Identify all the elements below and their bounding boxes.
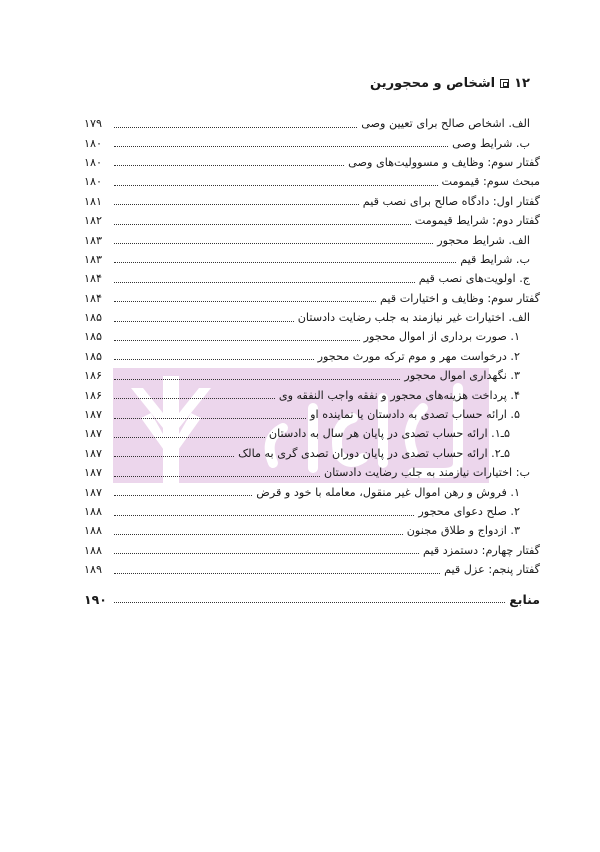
toc-entry-title: ۵. ارائه حساب تصدی به دادستان یا نماینده او (310, 408, 520, 422)
running-header (370, 76, 530, 91)
toc-entry[interactable] (84, 560, 540, 579)
header-page-number: ۱۲ (514, 76, 530, 91)
toc-entry[interactable] (84, 424, 540, 443)
toc-entry-page: ۱۸۹ (84, 563, 103, 577)
toc-entry-title: گفتار سوم: وظایف و مسوولیت‌های وصی (348, 155, 540, 169)
toc-entry[interactable] (84, 347, 540, 366)
toc-entry-title: گفتار سوم: وظایف و اختیارات قیم (379, 291, 540, 305)
toc-entry[interactable] (84, 114, 540, 133)
toc-entry[interactable] (84, 327, 540, 346)
dot-leader (114, 514, 414, 516)
toc-entry-page: ۱۸۶ (84, 369, 103, 383)
toc-entry[interactable] (84, 308, 540, 327)
toc-entry[interactable] (84, 269, 540, 288)
toc-entry-title: الف. شرایط محجور (437, 233, 530, 247)
dot-leader (114, 281, 415, 283)
toc-entry[interactable] (84, 405, 540, 424)
toc-entry-references[interactable] (84, 589, 540, 608)
toc-entry-page: ۱۸۷ (84, 427, 103, 441)
toc-entry-title: ب. شرایط قیم (460, 252, 530, 266)
toc-entry-page: ۱۸۷ (84, 408, 103, 422)
dot-leader (114, 417, 306, 419)
dot-leader (114, 533, 403, 535)
toc-entry-page: ۱۸۵ (84, 330, 103, 344)
dot-leader (114, 358, 314, 360)
toc-entry-page: ۱۸۳ (84, 233, 103, 247)
toc-entry[interactable] (84, 211, 540, 230)
toc-entry-title: گفتار اول: دادگاه صالح برای نصب قیم (362, 194, 540, 208)
dot-leader (114, 300, 376, 302)
dot-leader (114, 126, 357, 128)
toc-entry[interactable] (84, 250, 540, 269)
toc-entry-page: ۱۸۸ (84, 505, 103, 518)
toc-entry-title: ۲. درخواست مهر و موم ترکه مورث محجور (317, 349, 520, 363)
toc-entry-title: ب. شرایط وصی (452, 136, 530, 150)
toc-entry-page: ۱۸۱ (84, 194, 103, 208)
dot-leader (114, 261, 456, 263)
toc-entry-title: ج. اولویت‌های نصب قیم (418, 272, 530, 286)
toc-entry-title: ۳. ازدواج و طلاق مجنون (406, 524, 520, 538)
toc-entry-page: ۱۸۸ (84, 543, 103, 557)
toc-entry[interactable] (84, 366, 540, 385)
dot-leader (114, 223, 411, 225)
dot-leader (114, 552, 419, 554)
toc-entry-page: ۱۸۷ (84, 485, 103, 499)
toc-entry-page: ۱۸۰ (84, 155, 103, 169)
toc-entry[interactable] (84, 541, 540, 560)
toc-entry-title: الف. اشخاص صالح برای تعیین وصی (361, 117, 530, 131)
dot-leader (114, 339, 360, 341)
toc-entry[interactable] (84, 289, 540, 308)
toc-entry-page: ۱۸۶ (84, 388, 103, 402)
toc-entry-page: ۱۷۹ (84, 117, 103, 131)
toc-entry-title: ۵ـ۱. ارائه حساب تصدی در پایان هر سال به دادستان (268, 427, 510, 441)
dot-leader (114, 494, 252, 496)
toc-entry[interactable] (84, 172, 540, 191)
header-book-title: اشخاص و محجورین (370, 76, 496, 91)
toc-entry-page: ۱۸۴ (84, 272, 103, 286)
toc-entry-title: ۴. پرداخت هزینه‌های محجور و نفقه واجب النفقه وی (278, 388, 520, 402)
toc-entry-page: ۱۸۳ (84, 252, 103, 266)
dot-leader (114, 184, 438, 186)
toc-entry[interactable] (84, 444, 540, 463)
dot-leader (114, 320, 294, 322)
toc-entry-page: ۱۸۵ (84, 349, 103, 363)
dot-leader (114, 455, 234, 457)
dot-leader (114, 436, 265, 438)
toc-entry-title: ۱. فروش و رهن اموال غیر منقول، معامله با خود و قرض (256, 485, 520, 499)
toc-entry-title: ۳. نگهداری اموال محجور (404, 369, 520, 383)
toc-entry-title: گفتار چهارم: دستمزد قیم (423, 543, 540, 557)
toc-entry-title: ۲. صلح دعوای محجور (418, 505, 520, 518)
toc-entry-page: ۱۹۰ (84, 591, 107, 607)
dot-leader (114, 601, 505, 603)
toc-entry-title: ۱. صورت برداری از اموال محجور (363, 330, 520, 344)
toc-entry[interactable] (84, 385, 540, 404)
toc-entry-page: ۱۸۴ (84, 291, 103, 305)
toc-entry-title: ب: اختیارات نیازمند به جلب رضایت دادستان (324, 466, 530, 480)
dot-leader (114, 145, 448, 147)
toc-entry-title: الف. اختیارات غیر نیازمند به جلب رضایت دادستان (297, 311, 530, 325)
toc-entry[interactable] (84, 192, 540, 211)
toc-entry-page: ۱۸۷ (84, 466, 103, 480)
toc-entry[interactable] (84, 463, 540, 482)
toc-entry-title: منابع (509, 591, 540, 607)
square-box-icon (500, 79, 509, 88)
toc-entry-title: گفتار دوم: شرایط قیمومت (414, 214, 540, 228)
toc-entry-page: ۱۸۷ (84, 446, 103, 460)
dot-leader (114, 164, 344, 166)
toc-entry-title: گفتار پنجم: عزل قیم (444, 563, 540, 577)
dot-leader (114, 397, 275, 399)
dot-leader (114, 572, 440, 574)
toc-entry[interactable] (84, 133, 540, 152)
dot-leader (114, 203, 359, 205)
toc-entry-page: ۱۸۰ (84, 175, 103, 189)
toc-entry[interactable] (84, 502, 540, 521)
toc-entry-page: ۱۸۲ (84, 214, 103, 228)
toc-entry-page: ۱۸۵ (84, 311, 103, 325)
toc-entry-page: ۱۸۸ (84, 524, 103, 538)
toc-entry[interactable] (84, 153, 540, 172)
toc-entry[interactable] (84, 482, 540, 501)
toc-entry-page: ۱۸۰ (84, 136, 103, 150)
dot-leader (114, 475, 320, 477)
dot-leader (114, 242, 433, 244)
toc-entry-title: مبحث سوم: قیمومت (441, 175, 540, 189)
toc-entry-title: ۵ـ۲. ارائه حساب تصدی در پایان دوران تصدی گری به مالک (238, 446, 510, 460)
toc-entry[interactable] (84, 230, 540, 249)
dot-leader (114, 378, 400, 380)
table-of-contents (84, 114, 540, 609)
toc-entry[interactable] (84, 521, 540, 540)
